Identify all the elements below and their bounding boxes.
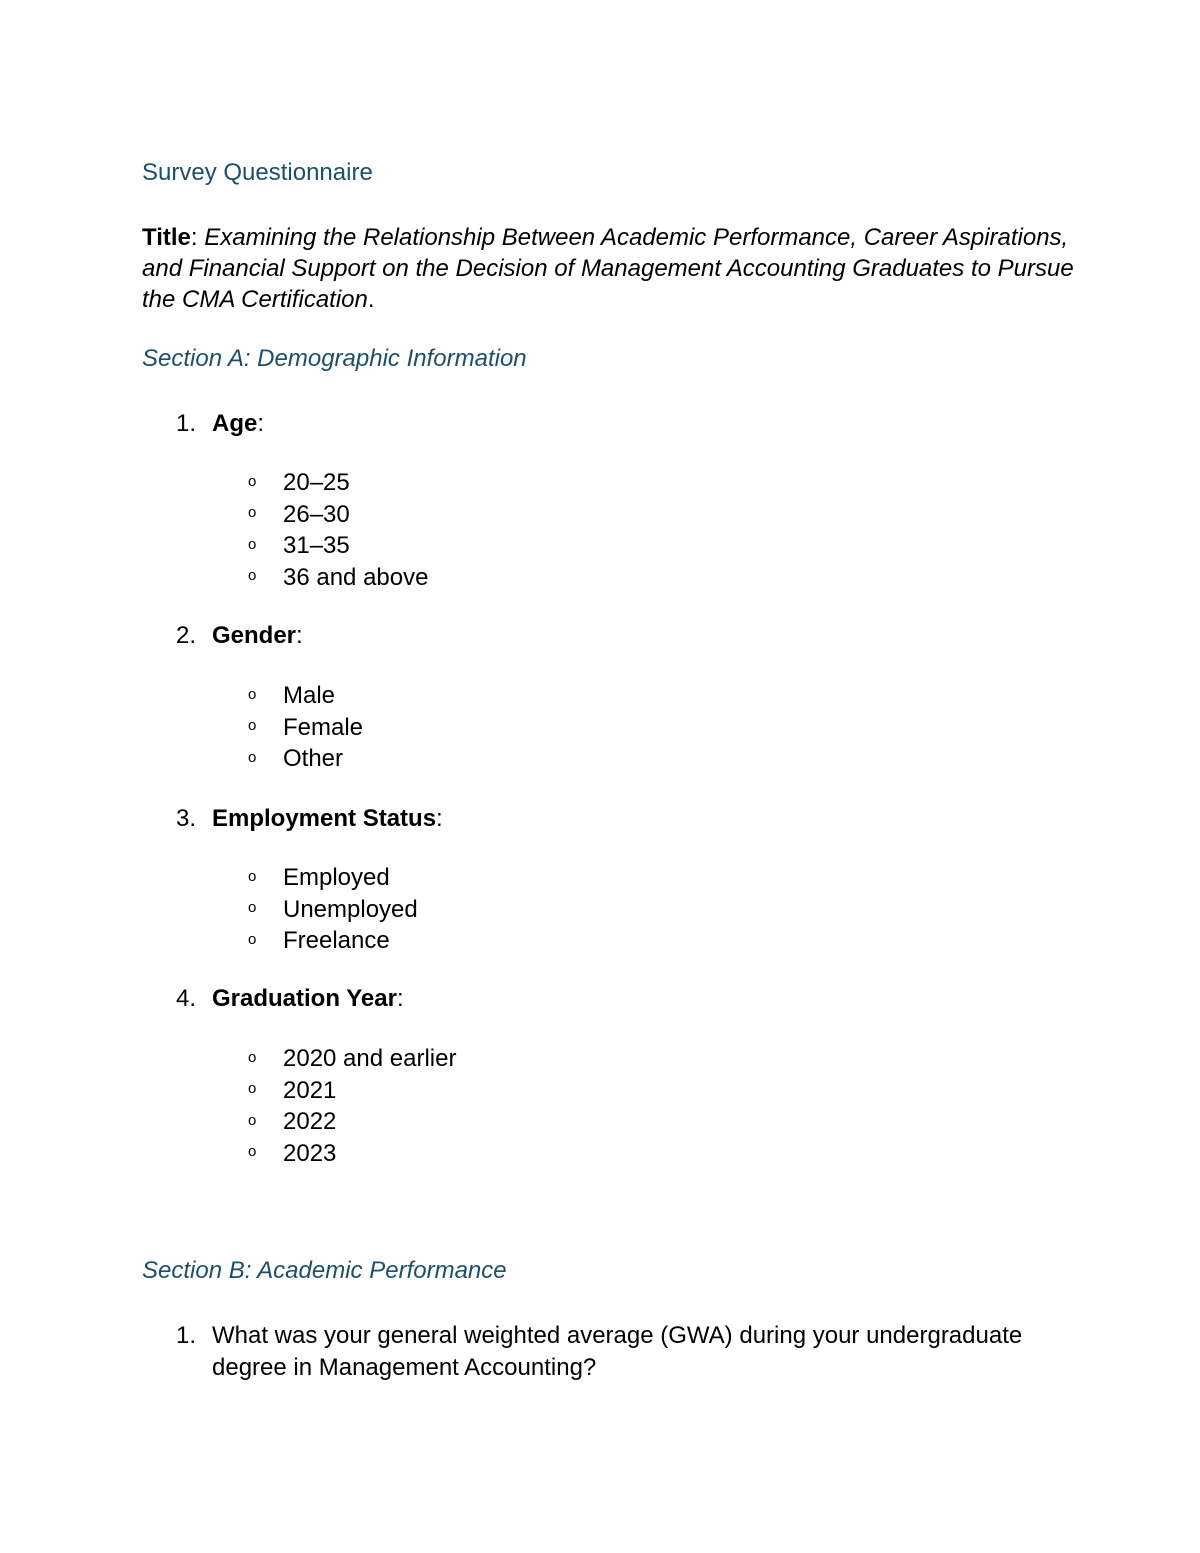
question-gwa bbox=[176, 1320, 1036, 1384]
question-label: Graduation Year bbox=[212, 985, 397, 1012]
question-gender bbox=[176, 620, 303, 651]
option-label: 20–25 bbox=[283, 469, 350, 496]
option-item bbox=[248, 743, 363, 775]
question-number: 1. bbox=[176, 1322, 197, 1349]
document-title: Survey Questionnaire bbox=[142, 159, 373, 186]
option-label: 2020 and earlier bbox=[283, 1045, 457, 1072]
study-title-colon: : bbox=[190, 224, 198, 251]
option-label: Unemployed bbox=[283, 895, 418, 923]
gender-options bbox=[248, 680, 363, 775]
option-label: Other bbox=[283, 745, 344, 772]
question-age bbox=[176, 408, 264, 439]
study-title bbox=[142, 222, 1082, 315]
hollow-bullet-icon: o bbox=[248, 867, 257, 885]
hollow-bullet-icon: o bbox=[248, 717, 257, 735]
hollow-bullet-icon: o bbox=[248, 535, 257, 553]
question-graduation-year bbox=[176, 983, 404, 1014]
study-title-label: Title bbox=[142, 224, 191, 251]
question-label: Gender bbox=[212, 622, 297, 649]
option-item bbox=[248, 530, 428, 562]
study-title-period: . bbox=[367, 286, 375, 313]
option-label: 2021 bbox=[283, 1076, 337, 1104]
question-employment-status bbox=[176, 803, 443, 834]
option-label: 36 and above bbox=[283, 563, 429, 591]
option-label: 2022 bbox=[283, 1108, 337, 1135]
hollow-bullet-icon: o bbox=[248, 1111, 257, 1129]
question-number: 1. bbox=[176, 410, 197, 437]
hollow-bullet-icon: o bbox=[248, 1048, 257, 1066]
hollow-bullet-icon: o bbox=[248, 748, 257, 766]
question-colon: : bbox=[257, 410, 265, 437]
hollow-bullet-icon: o bbox=[248, 1143, 257, 1161]
hollow-bullet-icon: o bbox=[248, 899, 257, 917]
hollow-bullet-icon: o bbox=[248, 567, 257, 585]
option-item bbox=[248, 925, 418, 957]
option-item bbox=[248, 894, 418, 926]
question-number: 3. bbox=[176, 805, 197, 832]
question-colon: : bbox=[436, 805, 443, 832]
question-label: Employment Status bbox=[212, 805, 437, 832]
study-title-text: Examining the Relationship Between Academic Performance, Career Aspirations, and Financial Support on the Decision of Management Accounting Graduates to Pursue the CMA Certification bbox=[142, 224, 1074, 313]
option-label: Male bbox=[283, 682, 336, 709]
option-label: Female bbox=[283, 713, 364, 741]
option-item bbox=[248, 862, 418, 894]
option-label: Employed bbox=[283, 864, 390, 891]
option-label: 26–30 bbox=[283, 500, 350, 528]
question-number: 2. bbox=[176, 622, 197, 649]
option-label: 31–35 bbox=[283, 532, 350, 559]
question-number: 4. bbox=[176, 985, 197, 1012]
question-colon: : bbox=[396, 985, 404, 1012]
hollow-bullet-icon: o bbox=[248, 1080, 257, 1098]
option-item bbox=[248, 1043, 456, 1075]
hollow-bullet-icon: o bbox=[248, 472, 257, 490]
section-a-heading: Section A: Demographic Information bbox=[142, 345, 527, 372]
option-label: 2023 bbox=[283, 1139, 337, 1167]
option-item bbox=[248, 499, 428, 531]
hollow-bullet-icon: o bbox=[248, 685, 257, 703]
option-item bbox=[248, 1075, 456, 1107]
option-item bbox=[248, 1106, 456, 1138]
section-b-heading: Section B: Academic Performance bbox=[142, 1257, 507, 1284]
age-options bbox=[248, 467, 428, 593]
option-item bbox=[248, 562, 428, 594]
question-text: What was your general weighted average (GWA) during your undergraduate degree in Management Accounting? bbox=[212, 1322, 1023, 1381]
option-item bbox=[248, 1138, 456, 1170]
hollow-bullet-icon: o bbox=[248, 930, 257, 948]
option-item bbox=[248, 467, 428, 499]
question-colon: : bbox=[296, 622, 303, 649]
question-label: Age bbox=[212, 410, 258, 437]
employment-options bbox=[248, 862, 418, 957]
option-label: Freelance bbox=[283, 927, 390, 954]
option-item bbox=[248, 680, 363, 712]
hollow-bullet-icon: o bbox=[248, 504, 257, 522]
graduation-year-options bbox=[248, 1043, 456, 1169]
option-item bbox=[248, 712, 363, 744]
